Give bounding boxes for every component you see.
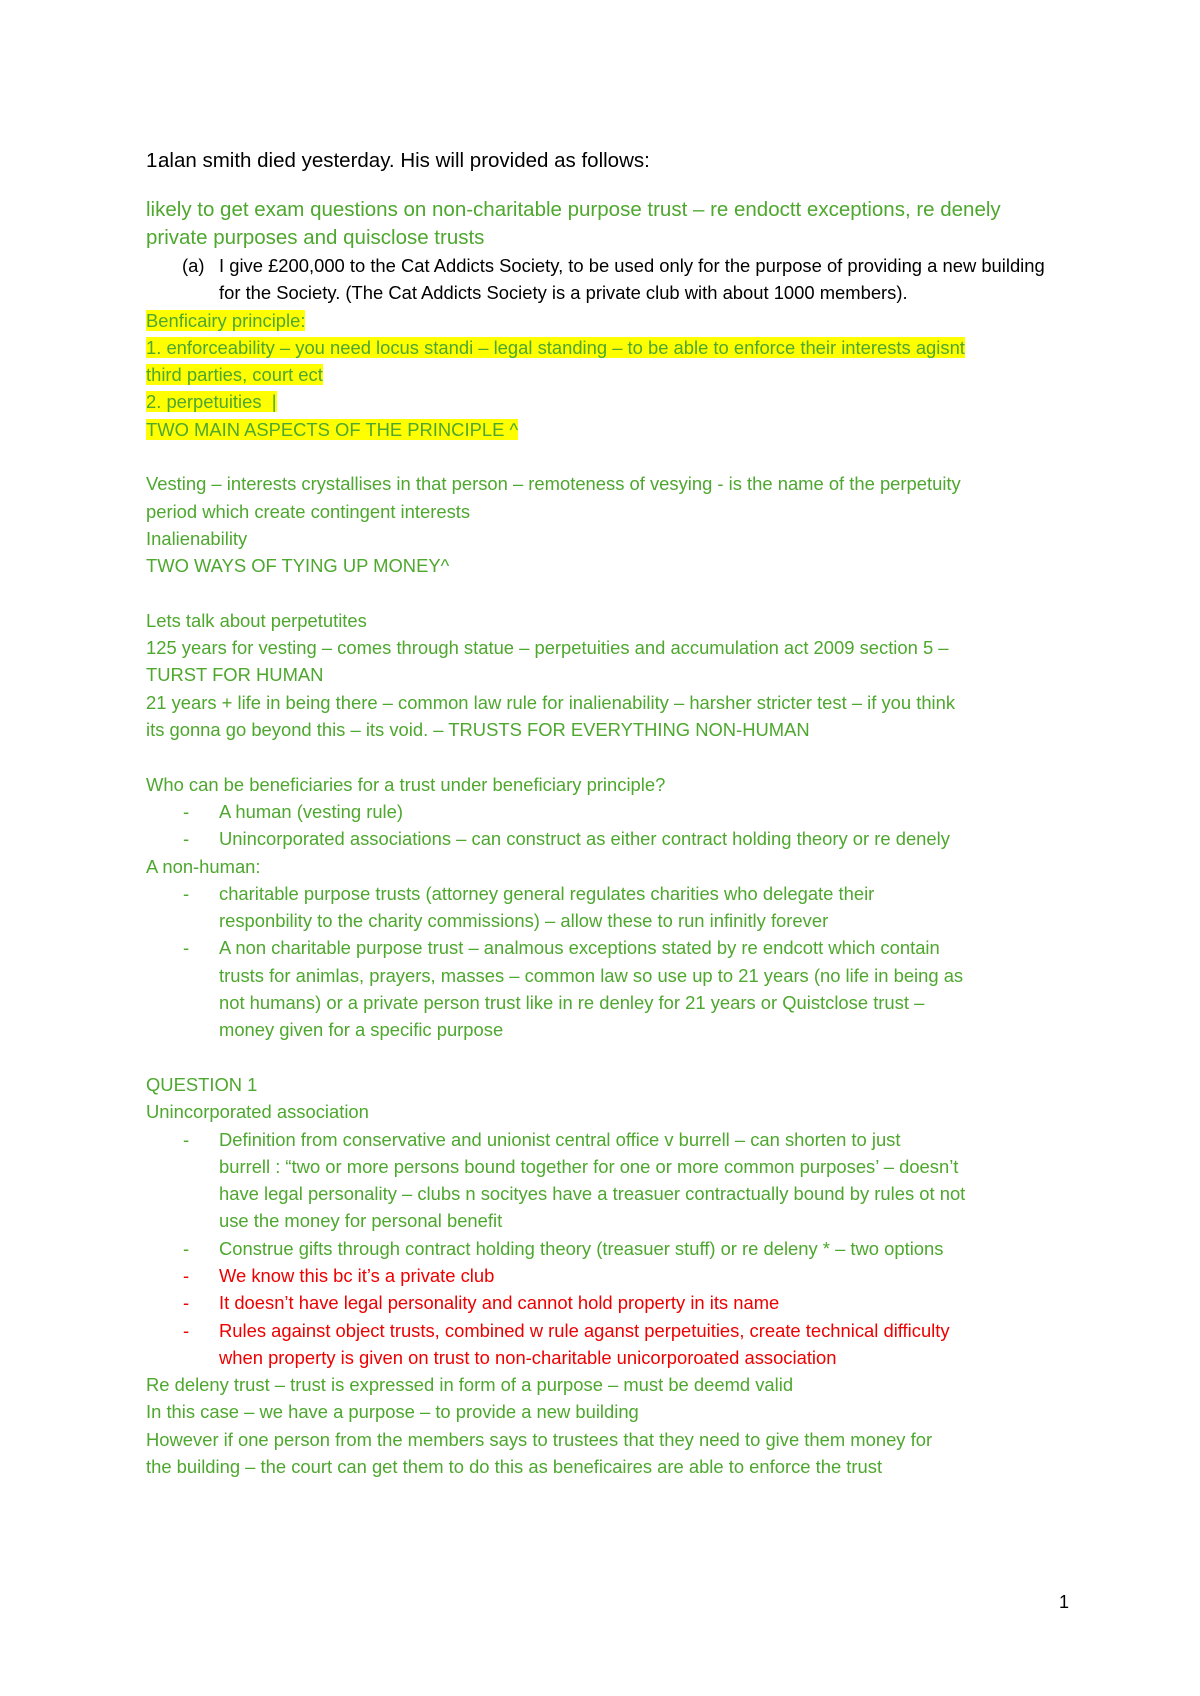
list-item: - We know this bc it’s a private club bbox=[146, 1262, 1066, 1289]
list-item: - It doesn’t have legal personality and cannot hold property in its name bbox=[146, 1289, 1066, 1316]
court-line: the building – the court can get them to do this as beneficaires are able to enforce the trust bbox=[146, 1456, 883, 1478]
question-1-subheading: Unincorporated association bbox=[146, 1101, 369, 1123]
this-case-line: In this case – we have a purpose – to provide a new building bbox=[146, 1401, 639, 1423]
page-number: 1 bbox=[1059, 1592, 1070, 1612]
list-item: - charitable purpose trusts (attorney general regulates charities who delegate their responbility to the charity commissions) – allow these to run infinitly forever bbox=[146, 880, 1066, 935]
principle-point-1-cont: third parties, court ect bbox=[146, 364, 323, 386]
will-item-a bbox=[146, 252, 1067, 307]
principle-point-1: 1. enforceability – you need locus standi – legal standing – to be able to enforce their interests agisnt bbox=[146, 336, 965, 358]
list-item: - Rules against object trusts, combined w rule aganst perpetuities, create technical difficulty when property is given on trust to non-charitable unicorporoated association bbox=[146, 1317, 1066, 1372]
perpetuities-line-2: 125 years for vesting – comes through statue – perpetuities and accumulation act 2009 section 5 – bbox=[146, 637, 949, 659]
text-cursor: | bbox=[271, 391, 277, 413]
bullet: - bbox=[183, 1292, 190, 1314]
perpetuities-line-4: 21 years + life in being there – common law rule for inalienability – harsher stricter test – if you think bbox=[146, 691, 956, 713]
bullet: - bbox=[183, 1319, 190, 1341]
question-number: 1. bbox=[146, 149, 164, 172]
spacer bbox=[146, 580, 1066, 607]
however-line: However if one person from the members says to trustees that they need to give them money for bbox=[146, 1428, 933, 1450]
tying-up-money-line: TWO WAYS OF TYING UP MONEY^ bbox=[146, 555, 450, 577]
document-body bbox=[146, 146, 1066, 1480]
spacer bbox=[146, 743, 1066, 770]
question-title bbox=[146, 146, 1066, 176]
spacer bbox=[146, 1044, 1066, 1071]
non-human-label: A non-human: bbox=[146, 855, 261, 877]
bullet: - bbox=[183, 1128, 190, 1150]
vesting-line-1: Vesting – interests crystallises in that person – remoteness of vesying - is the name of the perpetuity bbox=[146, 473, 961, 495]
item-marker: (a) bbox=[182, 255, 205, 276]
spacer bbox=[146, 443, 1066, 470]
list-item: - Construe gifts through contract holding theory (treasuer stuff) or re deleny * – two options bbox=[146, 1235, 1066, 1262]
bullet: - bbox=[183, 937, 190, 959]
bullet: - bbox=[183, 1264, 190, 1286]
question-title-text: alan smith died yesterday. His will provided as follows: bbox=[158, 149, 650, 172]
perpetuities-line-5: its gonna go beyond this – its void. – TRUSTS FOR EVERYTHING NON-HUMAN bbox=[146, 719, 810, 741]
perpetuities-line-1: Lets talk about perpetutites bbox=[146, 609, 367, 631]
list-item: - Unincorporated associations – can construct as either contract holding theory or re denely bbox=[146, 825, 1066, 852]
vesting-line-2: period which create contingent interests bbox=[146, 500, 471, 522]
will-item-a-text: I give £200,000 to the Cat Addicts Society, to be used only for the purpose of providing a new building for the Society. (The Cat Addicts Society is a private club with about 1000 members). bbox=[219, 255, 1045, 304]
principle-aspects: TWO MAIN ASPECTS OF THE PRINCIPLE ^ bbox=[146, 418, 519, 440]
bullet: - bbox=[183, 800, 190, 822]
principle-title: Benficairy principle: bbox=[146, 309, 306, 331]
question-1-heading: QUESTION 1 bbox=[146, 1073, 258, 1095]
principle-point-2: 2. perpetuities | bbox=[146, 391, 277, 413]
bullet: - bbox=[183, 882, 190, 904]
list-item: - A human (vesting rule) bbox=[146, 798, 1066, 825]
list-item: - A non charitable purpose trust – analmous exceptions stated by re endcott which contain trusts for animlas, prayers, masses – common law so use up to 21 years (no life in being as not humans) or a private person trust like in re denley for 21 years or Quistclose trust – money given for a specific purpose bbox=[146, 934, 1066, 1043]
bullet: - bbox=[183, 1237, 190, 1259]
perpetuities-line-3: TURST FOR HUMAN bbox=[146, 664, 324, 686]
bullet: - bbox=[183, 828, 190, 850]
list-item: - Definition from conservative and unionist central office v burrell – can shorten to just burrell : “two or more persons bound together for one or more common purposes’ – doesn’t have legal personality – clubs n socityes have a treasuer contractually bound by rules ot not use the money for personal benefit bbox=[146, 1126, 1066, 1235]
exam-note-heading: likely to get exam questions on non-charitable purpose trust – re endoctt exceptions, re denely private purposes and quisclose trusts bbox=[146, 198, 1001, 249]
inalienability-line: Inalienability bbox=[146, 527, 248, 549]
re-deleny-line: Re deleny trust – trust is expressed in form of a purpose – must be deemd valid bbox=[146, 1374, 794, 1396]
who-question: Who can be beneficiaries for a trust under beneficiary principle? bbox=[146, 773, 666, 795]
